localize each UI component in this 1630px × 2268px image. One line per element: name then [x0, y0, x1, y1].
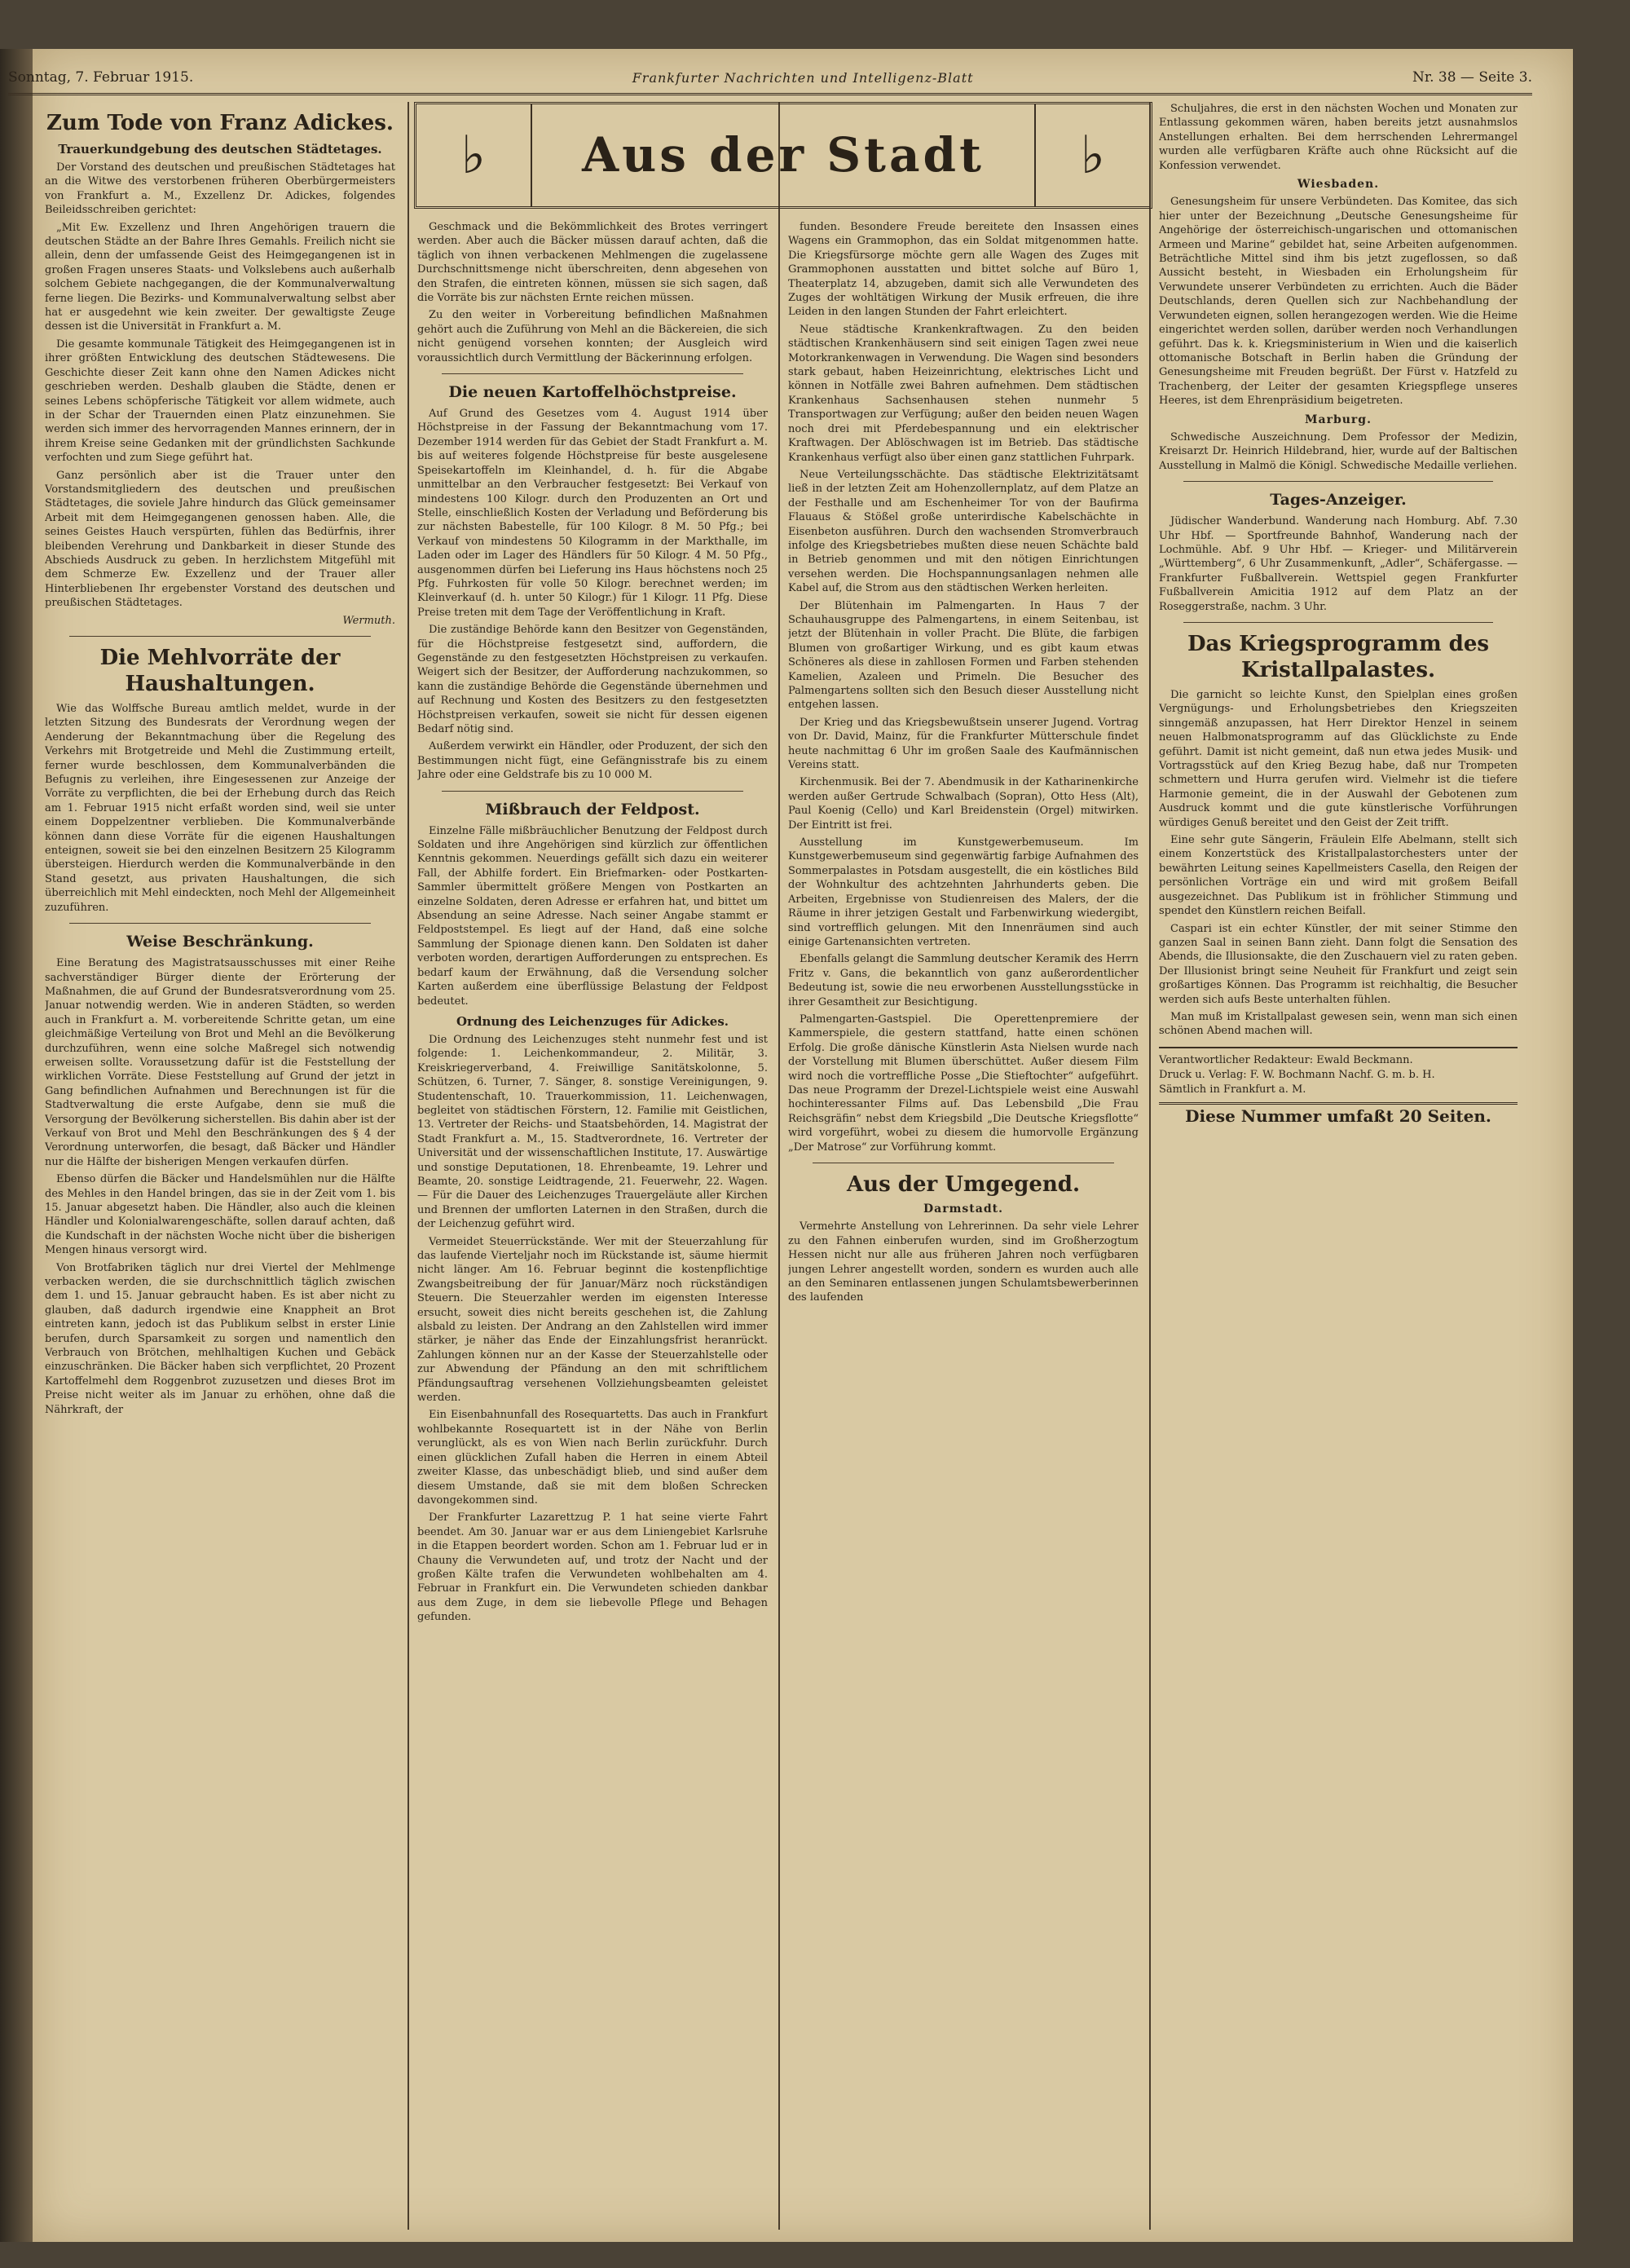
- headline-leichenzug: Ordnung des Leichenzuges für Adickes.: [456, 1013, 729, 1029]
- imprint: [1159, 1047, 1518, 1097]
- paragraph: Die zuständige Behörde kann den Besitzer von Gegenständen, für die Höchstpreise festgesetzt sind, auffordern, die Gegenstände zu den festgesetzten Höchstpreisen zu verkaufen. Weigert sich der Besitzer, der Aufforderung nachzukommen, so kann die zuständige Behörde die Gegenstände übernehmen und auf Rechnung und Kosten des Besitzers zu den festgesetzten Höchstpreisen verkaufen, soweit sie nicht für dessen eigenen Bedarf nötig sind.: [417, 624, 768, 735]
- paragraph: Eine sehr gute Sängerin, Fräulein Elfe Abelmann, stellt sich einem Konzertstück des Kristallpalastorchesters unter der bewährten Leitung seines Kapellmeisters Casella, den Reigen der persönlichen Vorträge ein und wird mit großem Beifall ausgezeichnet. Das Publikum ist in fröhlicher Stimmung und spendet den Künstlern reichen Beifall.: [1159, 834, 1518, 918]
- header-date: Sonntag, 7. Februar 1915.: [8, 69, 194, 86]
- headline-beschraenkung: Weise Beschränkung.: [126, 933, 314, 951]
- column-4: [1159, 102, 1518, 2230]
- paragraph: Ausstellung im Kunstgewerbemuseum. Im Kunstgewerbemuseum sind gegenwärtig farbige Aufnahmen des Sommerpalastes in Potsdam ausgestellt, die ein köstliches Bild der Wohnkultur des achtzehnten Jahrhunderts geben. Die Arbeiten, Ergebnisse von Studienreisen des Malers, der die Räume in ihrer jetzigen Gestalt und Farbenwirkung wiedergibt, sind vortrefflich gelungen. Mit den Innenräumen sind auch einige Gartenansichten vertreten.: [788, 836, 1139, 948]
- headline-mehlvorraete: Die Mehlvorräte der Haushaltungen.: [99, 646, 341, 696]
- imprint-line: Sämtlich in Frankfurt a. M.: [1159, 1083, 1306, 1096]
- divider: [1183, 622, 1493, 623]
- paragraph: Ein Eisenbahnunfall des Rosequartetts. Das auch in Frankfurt wohlbekannte Rosequartett ist in der Nähe von Berlin verunglückt, als es von Wien nach Berlin zurückfuhr. Durch einen glücklichen Zufall haben die Herren in einem Abteil zweiter Klasse, das unbeschädigt blieb, und sind außer dem diesem Umstande, daß sie mit dem bloßen Schrecken davongekommen sind.: [417, 1409, 768, 1507]
- paragraph: Neue städtische Krankenkraftwagen. Zu den beiden städtischen Krankenhäusern sind seit einigen Tagen zwei neue Motorkrankenwagen in Verwendung. Die Wagen sind besonders stark gebaut, haben Heizeinrichtung, elektrisches Licht und können in Notfälle zwei Bahren aufnehmen. Dem städtischen Krankenhaus Sachsenhausen stehen nunmehr 5 Transportwagen zur Verfügung; außer den beiden neuen Wagen noch drei mit Pferdebespannung und ein elektrischer Kraftwagen. Der Ablöschwagen ist im Betrieb. Das städtische Krankenhaus verfügt also über einen ganz stattlichen Fuhrpark.: [788, 323, 1139, 464]
- page-count-note: Diese Nummer umfaßt 20 Seiten.: [1159, 1102, 1518, 1123]
- headline-kristallpalast: Das Kriegsprogramm des Kristallpalastes.: [1187, 632, 1489, 682]
- header-page-number: Nr. 38 — Seite 3.: [1412, 69, 1532, 86]
- header-paper-name: Frankfurter Nachrichten und Intelligenz-Blatt: [632, 69, 974, 86]
- paragraph: Schuljahres, die erst in den nächsten Wochen und Monaten zur Entlassung gekommen wären, haben bereits jetzt ausnahmslos Anstellungen erhalten. Bei dem herrschenden Lehrermangel wurden alle verfügbaren Kräfte auch ohne Rücksicht auf die Konfession verwendet.: [1159, 103, 1518, 172]
- signature: Wermuth.: [342, 614, 395, 627]
- column-rule: [1149, 102, 1151, 2230]
- paragraph: Vermehrte Anstellung von Lehrerinnen. Da sehr viele Lehrer zu den Fahnen einberufen wurden, sind im Großherzogtum Hessen nicht nur alle aus früheren Jahren noch verfügbaren jungen Lehrer angestellt worden, sondern es wurden auch alle an den Seminaren entlassenen jungen Schulamtsbewerberinnen des laufenden: [788, 1220, 1139, 1304]
- paragraph: Eine Beratung des Magistratsausschusses mit einer Reihe sachverständiger Bürger diente der Erörterung der Maßnahmen, die auf Grund der Bundesratsverordnung vom 25. Januar notwendig werden. Wie in anderen Städten, so werden auch in Frankfurt a. M. vorbereitende Schritte getan, um eine gleichmäßige Verteilung von Brot und Mehl an die Bevölkerung durchzuführen, wenn eine solche Maßregel sich notwendig erweisen sollte. Voraussetzung dafür ist die Feststellung der wirklichen Vorräte. Diese Feststellung auf Grund der jetzt in Gang befindlichen Aufnahmen und Berechnungen ist für die Stadtverwaltung die erste Aufgabe, denn sie muß die Versorgung der Bevölkerung sicherstellen. Bis dahin aber ist der Verkauf von Brot und Mehl den Beschränkungen des § 4 der Verordnung unterworfen, die besagt, daß Bäcker und Händler nur die Hälfte der bisherigen Mengen verkaufen dürfen.: [45, 957, 395, 1168]
- paragraph: Ganz persönlich aber ist die Trauer unter den Vorstandsmitgliedern des deutschen und preußischen Städtetages, die soviele Jahre hindurch das Glück gemeinsamer Arbeit mit dem Heimgegangenen genossen haben. Alle, die seines Geistes Hauch verspürten, fühlen das Bedürfnis, ihrer bleibenden Verehrung und Dankbarkeit in dieser Stunde des Abschieds Ausdruck zu geben. In herzlichstem Mitgefühl mit dem Schmerze Ew. Exzellenz und der Trauer aller Hinterbliebenen Ihr ergebenster Vorstand des deutschen und preußischen Städtetages.: [45, 469, 395, 610]
- ornament-right-icon: ♭: [1080, 125, 1106, 186]
- paragraph: Man muß im Kristallpalast gewesen sein, wenn man sich einen schönen Abend machen will.: [1159, 1010, 1518, 1038]
- paragraph: Ebenfalls gelangt die Sammlung deutscher Keramik des Herrn Fritz v. Gans, die bekanntlich von ganz außerordentlicher Bedeutung ist, sowie die neu erworbenen Ausstellungsstücke in ihrer Gesamtheit zur Besichtigung.: [788, 953, 1139, 1008]
- column-3: [788, 220, 1139, 2230]
- column-2: [417, 220, 768, 2230]
- divider: [69, 923, 371, 924]
- paragraph: „Mit Ew. Exzellenz und Ihren Angehörigen trauern die deutschen Städte an der Bahre Ihres Gemahls. Freilich nicht sie allein, denn der umfassende Geist des Heimgegangenen ist in großen Fragen unseres Staats- und Volkslebens auch außerhalb solchem Gebiete nachgegangen, die der Kommunalverwaltung ferne liegen. Die Bezirks- und Kommunalverwaltung selbst aber hat er ausgedehnt wie kein zweiter. Der gewaltigste Zeuge dessen ist die Universität in Frankfurt a. M.: [45, 221, 395, 333]
- paragraph: Einzelne Fälle mißbräuchlicher Benutzung der Feldpost durch Soldaten und ihre Angehörigen sind kürzlich zur öffentlichen Kenntnis gekommen. Neuerdings gefällt sich dazu ein weiterer Fall, der Abhilfe fordert. Ein Briefmarken- oder Postkarten-Sammler übermittelt größere Mengen von Postkarten an einzelne Soldaten, deren Adresse er erfahren hat, und bittet um Absendung an seine Adresse. Nach seiner Angabe stammt er Feldpoststempel. Es liegt auf der Hand, daß eine solche Sammlung der Spionage dienen kann. Den Soldaten ist daher verboten worden, derartigen Aufforderungen zu entsprechen. Es bedarf kaum der Erwähnung, daß die Versendung solcher Karten außerdem eine überflüssige Belastung der Feldpost bedeutet.: [417, 824, 768, 1008]
- column-1: [45, 102, 395, 2230]
- paragraph: Geschmack und die Bekömmlichkeit des Brotes verringert werden. Aber auch die Bäcker müssen darauf achten, daß die täglich von ihnen verbackenen Mehlmengen die zugelassene Durchschnittsmenge nicht überschreiten, denn abgesehen von den Strafen, die eintreten können, müssen sie sich sagen, daß die Vorräte bis zur nächsten Ernte reichen müssen.: [417, 221, 768, 305]
- paragraph: Auf Grund des Gesetzes vom 4. August 1914 über Höchstpreise in der Fassung der Bekanntmachung vom 17. Dezember 1914 werden für das Gebiet der Stadt Frankfurt a. M. bis auf weiteres folgende Höchstpreise für beste ausgelesene Speisekartoffeln im Kleinhandel, d. h. für die Abgabe unmittelbar an den Verbraucher festgesetzt: Bei Verkauf von mindestens 100 Kilogr. durch den Produzenten an Ort und Stelle, einschließlich Kosten der Verladung und Beförderung bis zur nächsten Babestelle, für 100 Kilogr. 8 M. 50 Pfg.; bei Verkauf von mindestens 50 Kilogramm in der Markthalle, im Laden oder im Lager des Händlers für 50 Kilogr. 4 M. 50 Pfg., ausgenommen dürfen bei Lieferung ins Haus höchstens noch 25 Pfg. Fuhrkosten für volle 50 Kilogr. berechnet werden; im Kleinverkauf (d. h. unter 50 Kilogr.) für 1 Kilogr. 11 Pfg. Diese Preise treten mit dem Tage der Veröffentlichung in Kraft.: [417, 408, 768, 619]
- column-rule: [408, 102, 409, 2230]
- subheadline-adickes: Trauerkundgebung des deutschen Städtetages.: [58, 142, 382, 157]
- paragraph: Schwedische Auszeichnung. Dem Professor der Medizin, Kreisarzt Dr. Heinrich Hildebrand, hier, wurde auf der Baltischen Ausstellung in Malmö die Königl. Schwedische Medaille verliehen.: [1159, 430, 1518, 472]
- section-masthead: [414, 102, 1152, 209]
- paragraph: Wie das Wolffsche Bureau amtlich meldet, wurde in der letzten Sitzung des Bundesrats der Verordnung wegen der Aenderung der Bekanntmachung über die Regelung des Verkehrs mit Brotgetreide und Mehl die Zustimmung erteilt, ferner wurde beschlossen, dem Kommunalverbänden die Befugnis zu verleihen, ihre Eingesessenen zur Anzeige der Vorräte zu verpflichten, die bei der Erhebung durch das Reich am 1. Februar 1915 nicht erfaßt worden sind, weil sie unter einem Doppelzentner verblieben. Die Kommunalverbände können dann diese Vorräte für die eigenen Haushaltungen enteignen, soweit sie bei den einzelnen Besitzern 25 Kilogramm übersteigen. Hierdurch werden die Kommunalverbände in den Stand gesetzt, aus privaten Haushaltungen, die sich überreichlich mit Mehl eindeckten, noch Mehl der Allgemeinheit zuzuführen.: [45, 703, 395, 914]
- divider: [442, 791, 743, 792]
- paragraph: Der Krieg und das Kriegsbewußtsein unserer Jugend. Vortrag von Dr. David, Mainz, für die Frankfurter Mütterschule findet heute nachmittag 6 Uhr im großen Saale des Kaufmännischen Vereins statt.: [788, 716, 1139, 772]
- divider: [1183, 481, 1493, 482]
- paragraph: Der Frankfurter Lazarettzug P. 1 hat seine vierte Fahrt beendet. Am 30. Januar war er aus dem Liniengebiet Karlsruhe in die Etappen beordert worden. Schon am 1. Februar lud er in Chauny die Verwundeten auf, und trotz der Nacht und der großen Kälte trafen die Verwundeten wohlbehalten am 4. Februar in Frankfurt ein. Die Verwundeten schieden dankbar aus dem Zuge, in dem sie liebevolle Pflege und Behagen gefunden.: [417, 1511, 768, 1624]
- paragraph: Die garnicht so leichte Kunst, den Spielplan eines großen Vergnügungs- und Erholungsbetriebes den Kriegszeiten sinngemäß anzupassen, hat Herr Direktor Henzel in seinem neuen Halbmonatsprogramm auf das Glücklichste zu Ende geführt. Damit ist nicht gemeint, daß nun etwa jedes Musik- und Vortragsstück auf den Krieg Bezug habe, daß nur Trompeten schmettern und Hurra gerufen wird. Vielmehr ist die tiefere Harmonie gemeint, die in der Auswahl der Gebotenen zum Ausdruck kommt und die gute künstlerische Vorführungen würdiges Genuß bereitet und den Geist der Zeit trifft.: [1159, 689, 1518, 829]
- paragraph: Ebenso dürfen die Bäcker und Handelsmühlen nur die Hälfte des Mehles in den Handel bringen, das sie in der Zeit vom 1. bis 15. Januar abgesetzt haben. Die Händler, also auch die kleinen Händler und Kolonialwarengeschäfte, sollen darauf achten, daß die Kundschaft in der nächsten Woche nicht über die bisherigen Mengen hinaus versorgt wird.: [45, 1173, 395, 1257]
- book-binding: [0, 49, 33, 2242]
- paragraph: Der Blütenhain im Palmengarten. In Haus 7 der Schauhausgruppe des Palmengartens, in einem Seitenbau, ist jetzt der Blütenhain in voller Pracht. Die Blüte, die farbigen Blumen von großartiger Wirkung, und es gibt kaum etwas Schöneres als diese in zahllosen Formen und Farben stehenden Kamelien, Azaleen und Primeln. Die Besucher des Palmengartens sollten sich den Besuch dieser Ausstellung nicht entgehen lassen.: [788, 599, 1139, 712]
- paragraph: Kirchenmusik. Bei der 7. Abendmusik in der Katharinenkirche werden außer Gertrude Schwalbach (Sopran), Otto Hess (Alt), Paul Koenig (Cello) und Karl Breidenstein (Orgel) mitwirken. Der Eintritt ist frei.: [788, 776, 1139, 832]
- page-header: [8, 65, 1532, 95]
- divider: [69, 636, 371, 637]
- paragraph: funden. Besondere Freude bereitete den Insassen eines Wagens ein Grammophon, das ein Soldat mitgenommen hatte. Die Kriegsfürsorge möchte gern alle Wagen des Zuges mit Grammophonen ausstatten und bittet solche auf Büro 1, Theaterplatz 14, abzugeben, damit sich alle Verwundeten des Zuges der wohltätigen Wirkung der Musik erfreuen, die ihre Leiden in den langen Stunden der Fahrt erleichtert.: [788, 221, 1139, 319]
- location-wiesbaden: Wiesbaden.: [1297, 178, 1380, 192]
- headline-kartoffel: Die neuen Kartoffelhöchstpreise.: [448, 383, 737, 402]
- column-rule: [778, 102, 780, 2230]
- ornament-left-icon: ♭: [460, 125, 487, 186]
- headline-feldpost: Mißbrauch der Feldpost.: [485, 800, 700, 819]
- headline-adickes: Zum Tode von Franz Adickes.: [46, 111, 394, 135]
- paragraph: Jüdischer Wanderbund. Wanderung nach Homburg. Abf. 7.30 Uhr Hbf. — Sportfreunde Bahnhof, Wanderung nach der Lochmühle. Abf. 9 Uhr Hbf. — Krieger- und Militärverein „Württemberg“, 6 Uhr Zusammenkunft, „Adler“, Schäfergasse. — Frankfurter Fußballverein. Wettspiel gegen Frankfurter Fußballverein Amicitia 1912 auf dem Platz an der Roseggerstraße, nachm. 3 Uhr.: [1159, 515, 1518, 613]
- paragraph: Die Ordnung des Leichenzuges steht nunmehr fest und ist folgende: 1. Leichenkommandeur, 2. Militär, 3. Kreiskriegerverband, 4. Freiwillige Sanitätskolonne, 5. Schützen, 6. Turner, 7. Sänger, 8. sonstige Vereinigungen, 9. Studentenschaft, 10. Trauerkommission, 11. Leichenwagen, begleitet von städtischen Förstern, 12. Familie mit Geistlichen, 13. Vertreter der Reichs- und Staatsbehörden, 14. Magistrat der Stadt Frankfurt a. M., 15. Stadtverordnete, 16. Vertreter der Universität und der wissenschaftlichen Institute, 17. Auswärtige und sonstige Deputationen, 18. Ehrenbeamte, 19. Lehrer und Beamte, 20. sonstige Leidtragende, 21. Feuerwehr, 22. Wagen. — Für die Dauer des Leichenzuges Trauergeläute aller Kirchen und Brennen der umflorten Laternen in den Straßen, durch die der Leichenzug geführt wird.: [417, 1033, 768, 1231]
- paragraph: Die gesamte kommunale Tätigkeit des Heimgegangenen ist in ihrer größten Entwicklung des deutschen Städtewesens. Die Geschichte dieser Zeit kann ohne den Namen Adickes nicht geschrieben werden. Deshalb glauben die Städte, denen er seines Lebens schöpferische Tätigkeit vor allem widmete, auch in der Schar der Trauernden einen Platz einzunehmen. Sie werden sich immer des hervorragenden Mannes erinnern, der in ihrem Kreise seine Gedanken mit der gründlichsten Sachkunde verfochten und zum Siege geführt hat.: [45, 338, 395, 465]
- headline-tages-anzeiger: Tages-Anzeiger.: [1270, 491, 1407, 510]
- location-darmstadt: Darmstadt.: [923, 1202, 1003, 1216]
- paragraph: Außerdem verwirkt ein Händler, oder Produzent, der sich den Bestimmungen nicht fügt, eine Gefängnisstrafe bis zu einem Jahre oder eine Geldstrafe bis zu 10 000 M.: [417, 740, 768, 782]
- paragraph: Von Brotfabriken täglich nur drei Viertel der Mehlmenge verbacken werden, die sie durchschnittlich täglich zwischen dem 1. und 15. Januar gebraucht haben. Es ist aber nicht zu glauben, daß dadurch irgendwie eine Knappheit an Brot eintreten kann, jedoch ist das Publikum selbst in erster Linie berufen, durch Sparsamkeit zu sorgen und namentlich den Verbrauch von Brötchen, mehlhaltigen Kuchen und Gebäck einzuschränken. Die Bäcker haben sich verpflichtet, 20 Prozent Kartoffelmehl dem Roggenbrot zuzusetzen und dieses Brot im Preise nicht weiter als im Januar zu erhöhen, ohne daß die Nährkraft, der: [45, 1261, 395, 1416]
- paragraph: Palmengarten-Gastspiel. Die Operettenpremiere der Kammerspiele, die gestern stattfand, hatte einen schönen Erfolg. Die große dänische Künstlerin Asta Nielsen wurde nach der Vorstellung mit Blumen überschüttet. Außer diesem Film wird noch die vortreffliche Posse „Die Stieftochter“ aufgeführt. Das neue Programm der Drezel-Lichtspiele weist eine Auswahl hochinteressanter Films auf. Das Lebensbild „Die Frau Reichsgräfin“ nebst dem Kriegsbild „Die Deutsche Kriegsflotte“ wird vorgeführt, wobei zu diesem die humorvolle Ergänzung „Der Matrose“ zur Vorführung kommt.: [788, 1013, 1139, 1154]
- paragraph: Zu den weiter in Vorbereitung befindlichen Maßnahmen gehört auch die Zuführung von Mehl an die Bäckereien, die sich nicht genügend vorsehen konnten; der Ausgleich wird voraussichtlich durch Vermittlung der Bäckerinnung erfolgen.: [417, 309, 768, 364]
- divider: [442, 373, 743, 374]
- paragraph: Genesungsheim für unsere Verbündeten. Das Komitee, das sich hier unter der Bezeichnung „Deutsche Genesungsheime für Angehörige der österreichisch-ungarischen und ottomanischen Armeen und Marine“ gebildet hat, seine Arbeiten aufgenommen. Beträchtliche Mittel sind ihm bis jetzt zugeflossen, so daß Aussicht besteht, in Wiesbaden ein Erholungsheim für Verwundete unserer Verbündeten zu errichten. Auch die Bäder Deutschlands, deren Quellen sich zur Nachbehandlung der Verwundeten eignen, sollen herangezogen werden. Wie die Heime eingerichtet werden sollen, darüber werden noch Verhandlungen geführt. Das k. k. Kriegsministerium in Wien und die kaiserlich ottomanische Botschaft in Berlin haben die Gründung der Genesungsheime mit Freuden begrüßt. Der Fürst v. Hatzfeld zu Trachenberg, der Leiter der gesamten Kriegspflege unseres Heeres, ist dem Ehrenpräsidium beigetreten.: [1159, 196, 1518, 408]
- headline-umgegend: Aus der Umgegend.: [847, 1172, 1080, 1197]
- paragraph: Der Vorstand des deutschen und preußischen Städtetages hat an die Witwe des verstorbenen früheren Oberbürgermeisters von Frankfurt a. M., Exzellenz Dr. Adickes, folgendes Beileidsschreiben gerichtet:: [45, 161, 395, 217]
- paragraph: Vermeidet Steuerrückstände. Wer mit der Steuerzahlung für das laufende Vierteljahr noch im Rückstande ist, säume hiermit nicht länger. Am 16. Februar beginnt die kostenpflichtige Zwangsbeitreibung der für Januar/März noch rückständigen Steuern. Die Steuerzahler werden im eigensten Interesse ersucht, soweit dies nicht bereits geschehen ist, die Zahlung alsbald zu leisten. Der Andrang an den Zahlstellen wird immer stärker, je näher das Ende der Einzahlungsfrist heranrückt. Zahlungen können nur an der Kasse der Steuerzahlstelle oder zur Abwendung der Pfändung an den mit schriftlichem Pfändungsauftrag versehenen Vollziehungsbeamten geleistet werden.: [417, 1235, 768, 1405]
- section-title: Aus der Stadt: [531, 104, 1036, 206]
- paragraph: Neue Verteilungsschächte. Das städtische Elektrizitätsamt ließ in der letzten Zeit am Hohenzollernplatz, auf dem Platze an der Festhalle und am Eschenheimer Tor von der Baufirma Flauaus & Stößel große unterirdische Kabelschächte in Eisenbeton ausführen. Durch den wachsenden Stromverbrauch infolge des Kriegsbetriebes mußten diese neuen Schächte bald in Betrieb genommen und mit den nötigen Einrichtungen versehen werden. Die Hochspannungsanlagen nehmen alle Kabel auf, die Strom aus den städtischen Werken herleiten.: [788, 468, 1139, 595]
- imprint-line: Druck u. Verlag: F. W. Bochmann Nachf. G. m. b. H.: [1159, 1068, 1435, 1081]
- imprint-line: Verantwortlicher Redakteur: Ewald Beckmann.: [1159, 1053, 1413, 1066]
- paragraph: Caspari ist ein echter Künstler, der mit seiner Stimme den ganzen Saal in seinen Bann zieht. Dann folgt die Sensation des Abends, die Illusionsakte, die den Zuschauern viel zu raten geben. Der Illusionist bringt seine Neuheit für Frankfurt und zeigt sein großartiges Können. Das Programm ist reichhaltig, die Besucher werden sich aufs Beste unterhalten fühlen.: [1159, 922, 1518, 1006]
- location-marburg: Marburg.: [1305, 413, 1372, 426]
